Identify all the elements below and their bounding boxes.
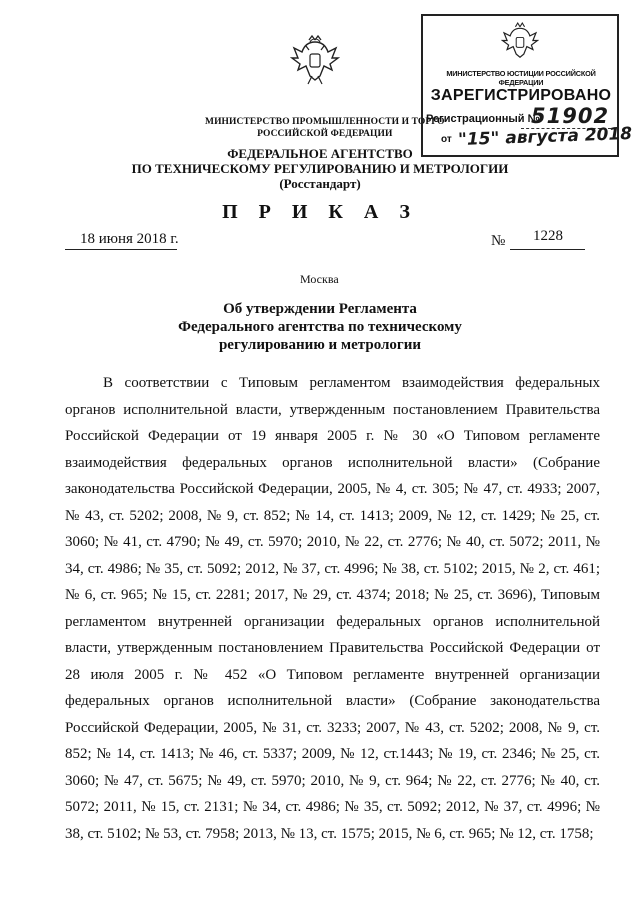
title-line-2: Федерального агентства по техническому [178,319,462,335]
coat-of-arms-icon [290,32,340,88]
title-line-3: регулированию и метрологии [218,337,422,353]
stamp-coat-of-arms-icon [501,20,539,64]
document-type: П Р И К А З [222,201,418,223]
agency-line-3: (Росстандарт) [279,176,361,191]
stamp-date: "15" августа 2018 [457,123,633,151]
body-paragraph: В соответствии с Типовым регламентом взаимодействия федеральных органов исполнительной власти, утвержденным постановлением Правительства Российской Федерации от 19 января 2005 г. № 30 «О Типовом регламенте взаимодействия федеральных органов исполнительной власти» (Собрание законодательства Российской Федерации, 2005, № 4, ст. 305; № 47, ст. 4933; 2007, № 43, ст. 5202; 2008, № 9, ст. 852; № 14, ст. 1413; 2009, № 12, ст. 1429; № 25, ст. 3060; № 41, ст. 4790; № 49, ст. 5970; 2010, № 22, ст. 2776; № 40, ст. 5072; 2011, № 34, ст. 4986; № 35, ст. 5092; 2012, № 37, ст. 4996; № 38, ст. 5102; 2015, № 2, ст. 461; № 6, ст. 965; № 15, ст. 2281; 2017, № 29, ст. 4374; 2018; № 25, ст. 3696), Типовым регламентом внутренней организации федеральных органов исполнительной власти, утвержденным постановлением Правительства Российской Федерации от 28 июля 2005 г. № 452 «О Типовом регламенте внутренней организации федеральных органов исполнительной власти» (Собрание законодательства Российской Федерации, 2005, № 31, ст. 3233; 2007, № 43, ст. 5202; 2008, № 9, ст. 852; № 14, ст. 1413; № 46, ст. 5337; 2009, № 12, ст.1443; № 19, ст. 2346; № 25, ст. 3060; № 47, ст. 5675; № 49, ст. 5970; 2010, № 9, ст. 964; № 22, ст. 2776; № 40, ст. 5072; 2011, № 15, ст. 2131; № 34, ст. 4986; № 35, ст. 5092; 2012, № 37, ст. 4996; № 38, ст. 5102; № 53, ст. 7958; 2013, № 13, ст. 1575; 2015, № 6, ст. 965; № 12, ст. 1758; [65,375,600,842]
agency-line-2: ПО ТЕХНИЧЕСКОМУ РЕГУЛИРОВАНИЮ И МЕТРОЛОГИИ [131,161,509,176]
date-underline [65,249,177,250]
number-sign: № [491,233,506,249]
ministry-line-1: МИНИСТЕРСТВО ПРОМЫШЛЕННОСТИ И ТОРГО [205,117,445,127]
city: Москва [300,272,339,286]
agency-line-1: ФЕДЕРАЛЬНОЕ АГЕНТСТВО [227,146,413,161]
number-underline [510,249,585,250]
stamp-reg-label: Регистрационный № [426,113,540,125]
stamp-from-label: от [441,134,452,145]
stamp-status: ЗАРЕГИСТРИРОВАНО [430,87,612,104]
ministry-name [205,116,445,140]
ministry-line-2: РОССИЙСКОЙ ФЕДЕРАЦИИ [257,129,393,139]
stamp-ministry: МИНИСТЕРСТВО ЮСТИЦИИ РОССИЙСКОЙ ФЕДЕРАЦИИ [446,69,596,87]
order-number: 1228 [533,228,563,244]
stamp-reg-number: 51902 [531,104,610,128]
order-date: 18 июня 2018 г. [80,231,179,247]
document-title [150,300,490,354]
title-line-1: Об утверждении Регламента [223,301,417,317]
